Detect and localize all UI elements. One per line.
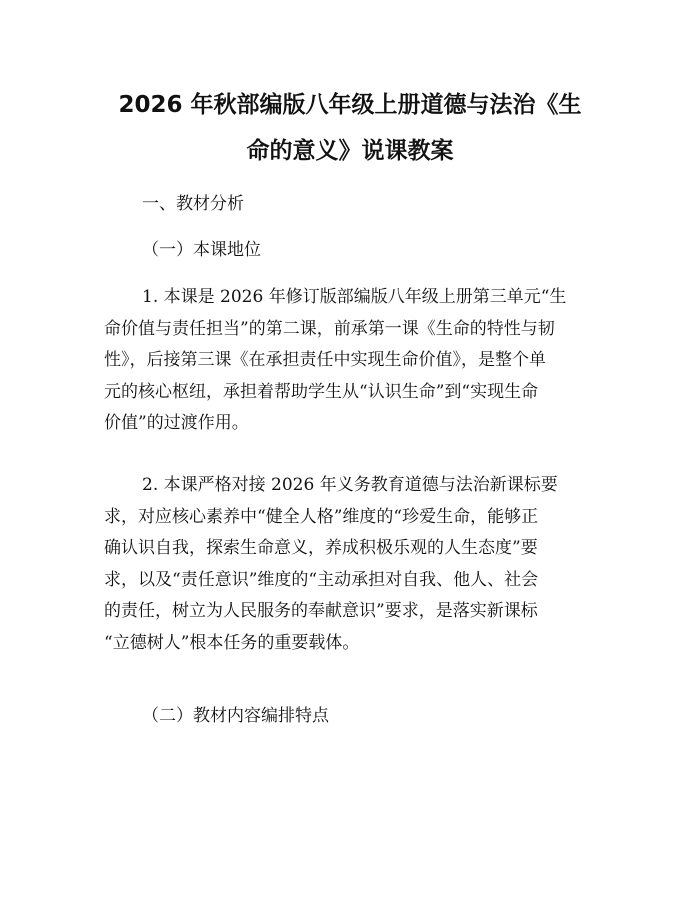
paragraph-line: 命价值与责任担当”的第二课，前承第一课《生命的特性与韧 bbox=[104, 318, 555, 339]
subsection-heading-lesson-position: （一）本课地位 bbox=[142, 240, 261, 260]
paragraph-lesson-position-2 bbox=[104, 470, 600, 659]
paragraph-line: 价值”的过渡作用。 bbox=[104, 413, 249, 433]
paragraph-line: “立德树人”根本任务的重要载体。 bbox=[104, 632, 360, 653]
paragraph-line: 1. 本课是 2026 年修订版部编版八年级上册第三单元“生 bbox=[142, 287, 567, 307]
paragraph-line: 求，对应核心素养中“健全人格”维度的“珍爱生命，能够正 bbox=[104, 506, 539, 527]
document-title bbox=[92, 82, 608, 174]
paragraph-line: 元的核心枢纽，承担着帮助学生从“认识生命”到“实现生命 bbox=[104, 381, 539, 402]
paragraph-line: 确认识自我，探索生命意义，养成积极乐观的人生态度”要 bbox=[104, 538, 538, 558]
section-heading-textbook-analysis: 一、教材分析 bbox=[142, 194, 244, 214]
paragraph-line: 的责任，树立为人民服务的奉献意识”要求，是落实新课标 bbox=[104, 601, 538, 621]
title-line: 2026 年秋部编版八年级上册道德与法治《生 bbox=[118, 92, 582, 118]
title-line: 命的意义》说课教案 bbox=[246, 138, 454, 164]
subsection-heading-content-arrangement: （二）教材内容编排特点 bbox=[142, 706, 329, 726]
paragraph-line: 求，以及“责任意识”维度的“主动承担对自我、他人、社会 bbox=[104, 569, 539, 590]
paragraph-line: 2. 本课严格对接 2026 年义务教育道德与法治新课标要 bbox=[142, 475, 558, 495]
paragraph-lesson-position-1 bbox=[104, 282, 600, 440]
paragraph-line: 性》，后接第三课《在承担责任中实现生命价值》，是整个单 bbox=[104, 350, 546, 370]
